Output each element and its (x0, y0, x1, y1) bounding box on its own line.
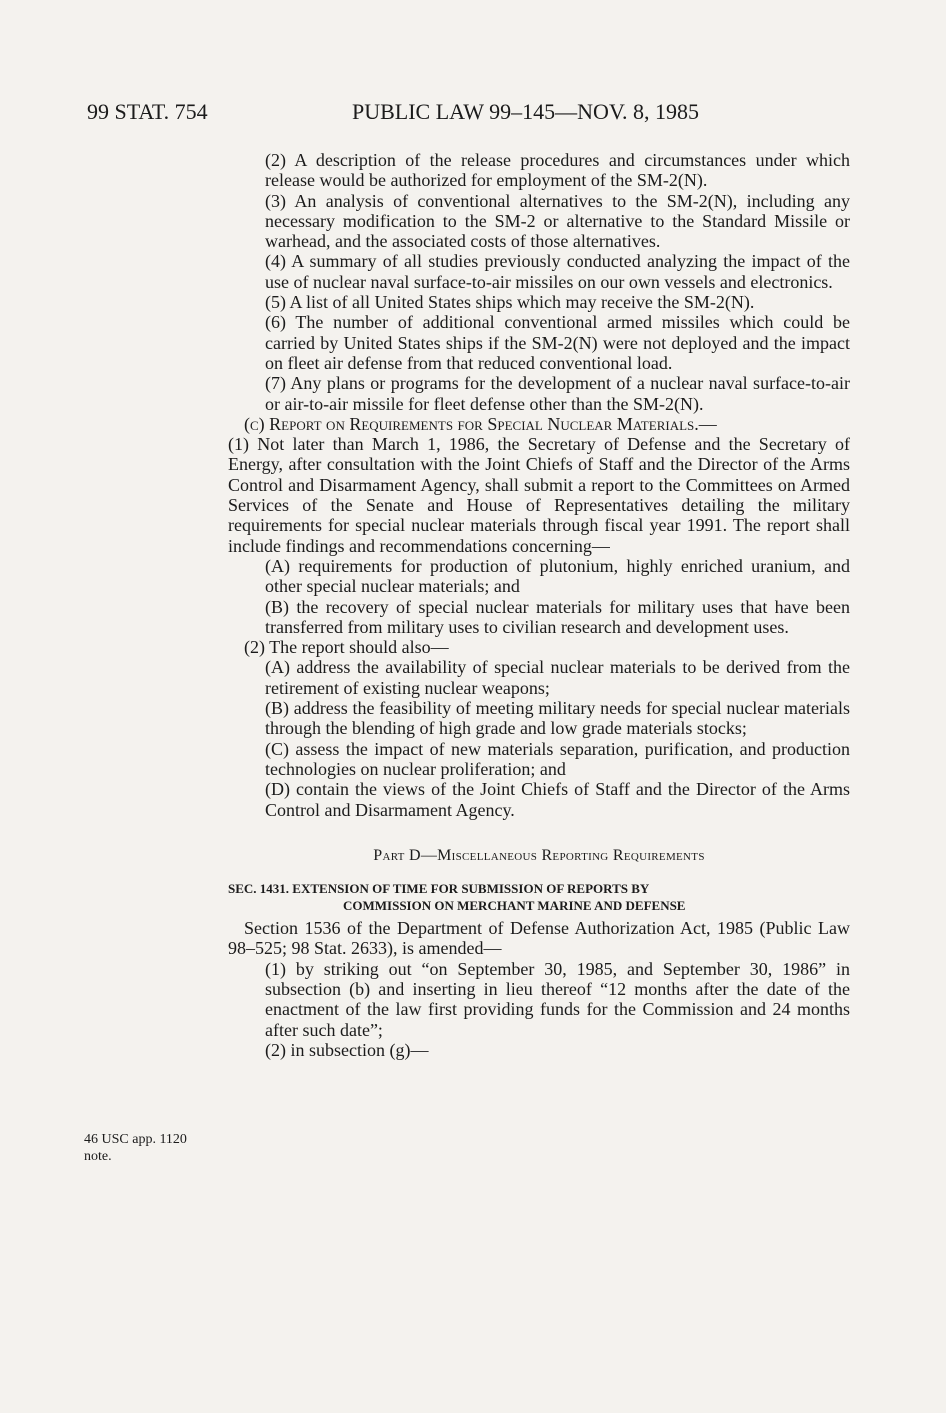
subsection-c-1-A: (A) requirements for production of plutonium, highly enriched uranium, and other special nuclear materials; and (265, 555, 850, 597)
section-intro: Section 1536 of the Department of Defense Authorization Act, 1985 (Public Law 98–525; 98 Stat. 2633), is amended— (228, 918, 850, 959)
statute-page-number: 99 STAT. 754 (87, 99, 208, 124)
subsection-c-2-B: (B) address the feasibility of meeting military needs for special nuclear materials through the blending of high grade and low grade materials stocks; (265, 698, 850, 739)
section-heading-line-1: SEC. 1431. EXTENSION OF TIME FOR SUBMISSION OF REPORTS BY (228, 881, 650, 897)
subsection-c-1-B: (B) the recovery of special nuclear materials for military uses that have been transferred from military uses to civilian research and development uses. (265, 596, 850, 637)
paragraph-4: (4) A summary of all studies previously conducted analyzing the impact of the use of nuclear naval surface-to-air missiles on our own vessels and electronics. (265, 251, 850, 292)
part-heading: Part D—Miscellaneous Reporting Requirements (373, 846, 705, 864)
paragraph-3: (3) An analysis of conventional alternatives to the SM-2(N), including any necessary modification to the SM-2 or alternative to the Standard Missile or warhead, and the associated costs of those alternatives. (265, 190, 850, 252)
subsection-c-2-D: (D) contain the views of the Joint Chiefs of Staff and the Director of the Arms Control and Disarmament Agency. (265, 779, 850, 820)
section-heading (228, 880, 850, 914)
section-item-2: (2) in subsection (g)— (265, 1039, 429, 1060)
subsection-c-heading: (c) Report on Requirements for Special Nuclear Materials.— (244, 413, 717, 434)
paragraph-5: (5) A list of all United States ships which may receive the SM-2(N). (265, 292, 755, 313)
section-item-1: (1) by striking out “on September 30, 1985, and September 30, 1986” in subsection (b) and inserting in lieu thereof “12 months after the date of the enactment of the law first providing funds for the Commission and 24 months after such date”; (265, 958, 850, 1040)
subsection-c-2-A: (A) address the availability of special nuclear materials to be derived from the retirement of existing nuclear weapons; (265, 657, 850, 698)
paragraph-7: (7) Any plans or programs for the development of a nuclear naval surface-to-air or air-to-air missile for fleet defense other than the SM-2(N). (265, 373, 850, 414)
page-running-title: PUBLIC LAW 99–145—NOV. 8, 1985 (352, 99, 699, 124)
section-heading-line-2: COMMISSION ON MERCHANT MARINE AND DEFENSE (343, 898, 686, 914)
subsection-c-2: (2) The report should also— (244, 637, 449, 658)
subsection-c (228, 414, 850, 556)
margin-citation-note: 46 USC app. 1120 note. (84, 1132, 187, 1164)
paragraph-2: (2) A description of the release procedures and circumstances under which release would be authorized for employment of the SM-2(N). (265, 150, 850, 191)
document-body (228, 150, 850, 1060)
subsection-c-2-C: (C) assess the impact of new materials separation, purification, and production technologies on nuclear proliferation; and (265, 738, 850, 779)
paragraph-6: (6) The number of additional conventional armed missiles which could be carried by United States ships if the SM-2(N) were not deployed and the impact on fleet air defense from that reduced conventional load. (265, 312, 850, 373)
subsection-c-1: (1) Not later than March 1, 1986, the Secretary of Defense and the Secretary of Energy, after consultation with the Joint Chiefs of Staff and the Director of the Arms Control and Disarmament Agency, shall submit a report to the Committees on Armed Services of the Senate and House of Representatives detailing the military requirements for special nuclear materials through fiscal year 1991. The report shall include findings and recommendations concerning— (228, 434, 850, 556)
